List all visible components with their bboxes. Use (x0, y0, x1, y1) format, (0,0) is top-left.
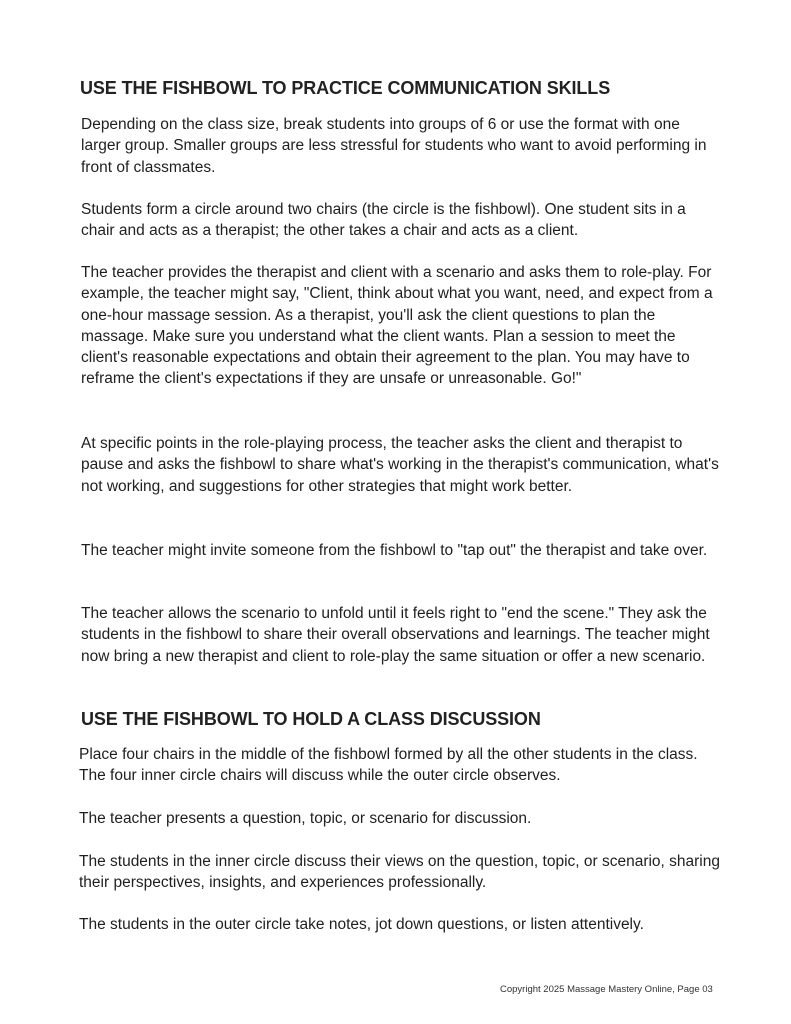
section-heading-class-discussion: USE THE FISHBOWL TO HOLD A CLASS DISCUSSION (81, 709, 541, 729)
paragraph-present-question: The teacher presents a question, topic, or scenario for discussion. (79, 810, 532, 827)
paragraph-circle-setup: Students form a circle around two chairs (the circle is the fishbowl). One student sits in a chair and acts as a therapist; the other takes a chair and acts as a client. (81, 201, 686, 240)
paragraph-scenario-roleplay: The teacher provides the therapist and client with a scenario and asks them to role-play. For example, the teacher might say, "Client, think about what you want, need, and expect from a one-hour massage session. As a therapist, you'll ask the client questions to plan the massage. Make sure you understand what the client wants. Plan a session to meet the client's reasonable expectations and obtain their agreement to the plan. You may have to reframe the client's expectations if they are unsafe or unreasonable. Go!" (81, 264, 713, 388)
paragraph-tap-out: The teacher might invite someone from the fishbowl to "tap out" the therapist and take over. (81, 542, 708, 559)
paragraph-pause-feedback: At specific points in the role-playing process, the teacher asks the client and therapist to pause and asks the fishbowl to share what's working in the therapist's communication, what's not working, and suggestions for other strategies that might work better. (81, 435, 719, 495)
paragraph-end-scene: The teacher allows the scenario to unfold until it feels right to "end the scene." They ask the students in the fishbowl to share their overall observations and learnings. The teacher might now bring a new therapist and client to role-play the same situation or offer a new scenario. (81, 605, 710, 665)
paragraph-group-size: Depending on the class size, break students into groups of 6 or use the format with one larger group. Smaller groups are less stressful for students who want to avoid performing in front of classmates. (81, 116, 707, 176)
paragraph-outer-circle: The students in the outer circle take notes, jot down questions, or listen attentively. (79, 916, 644, 933)
page-footer-copyright: Copyright 2025 Massage Mastery Online, Page 03 (500, 984, 713, 995)
paragraph-inner-circle: The students in the inner circle discuss their views on the question, topic, or scenario, sharing their perspectives, insights, and experiences professionally. (79, 853, 720, 892)
paragraph-four-chairs: Place four chairs in the middle of the fishbowl formed by all the other students in the class. The four inner circle chairs will discuss while the outer circle observes. (79, 746, 698, 785)
section-heading-communication-skills: USE THE FISHBOWL TO PRACTICE COMMUNICATION SKILLS (80, 78, 611, 98)
